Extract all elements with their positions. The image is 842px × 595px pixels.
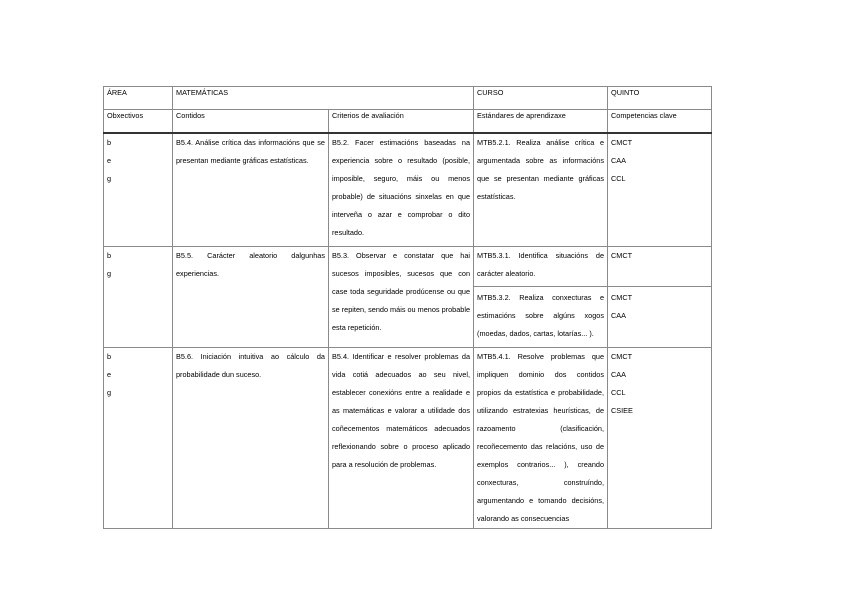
objectives-cell (104, 246, 173, 347)
competences-cell (608, 347, 712, 528)
objective-item: b (107, 138, 112, 147)
objective-item: g (107, 174, 112, 183)
col-objectives: Obxectivos (104, 110, 173, 134)
competence-item: CAA (611, 156, 627, 165)
objectives-cell (104, 133, 173, 246)
standard-item: MTB5.3.2. Realiza conxecturas e estimacións sobre algúns xogos (moedas, dados, cartas, lotarías... ). (474, 286, 607, 343)
header-row (104, 87, 712, 110)
standard-item: MTB5.3.1. Identifica situacións de carácter aleatorio. (477, 250, 605, 278)
objective-item: g (107, 268, 112, 278)
criteria-cell: B5.2. Facer estimacións baseadas na experiencia sobre o resultado (posible, imposible, seguro, máis ou menos probable) de situacións sinxelas en que interveña o azar e comprobar o dito resultado. (329, 133, 474, 246)
competence-item: CAA (611, 310, 627, 320)
competence-item: CCL (611, 174, 626, 183)
competences-cell (608, 246, 712, 347)
col-competences: Competencias clave (608, 110, 712, 134)
standards-cell (474, 246, 608, 347)
col-standards: Estándares de aprendizaxe (474, 110, 608, 134)
table-row (104, 246, 712, 347)
area-label: ÁREA (104, 87, 173, 110)
table-row (104, 347, 712, 528)
competence-item: CMCT (611, 292, 633, 302)
objective-item: e (107, 369, 112, 379)
objective-item: b (107, 250, 112, 260)
competence-item: CMCT (611, 250, 633, 260)
competence-item: CSIEE (611, 405, 633, 415)
col-contents: Contidos (173, 110, 329, 134)
col-criteria: Criterios de avaliación (329, 110, 474, 134)
objective-item: e (107, 156, 112, 165)
content-cell: B5.6. Iniciación intuitiva ao cálculo da probabilidade dun suceso. (173, 347, 329, 528)
competence-item: CCL (611, 387, 626, 397)
course-label: CURSO (474, 87, 608, 110)
competence-item: CMCT (611, 138, 633, 147)
standard-cell: MTB5.4.1. Resolve problemas que impliquen dominio dos contidos propios da estatística e probabilidade, utilizando estratexias heurísticas, de razoamento (clasificación, recoñecemento das relacións, uso de exemplos contrarios... ), creando conxecturas, construíndo, argumentando e tomando decisións, valorando as consecuencias (474, 347, 608, 528)
table-row (104, 133, 712, 246)
course-value: QUINTO (608, 87, 712, 110)
criteria-cell: B5.3. Observar e constatar que hai sucesos imposibles, sucesos que con case toda seguridade prodúcense ou que se repiten, sendo máis ou menos probable esta repetición. (329, 246, 474, 347)
objective-item: b (107, 351, 112, 361)
competence-item: CAA (611, 369, 627, 379)
objective-item: g (107, 387, 112, 397)
curriculum-table (103, 86, 712, 529)
area-value: MATEMÁTICAS (173, 87, 474, 110)
objectives-cell (104, 347, 173, 528)
content-cell: B5.4. Análise crítica das informacións que se presentan mediante gráficas estatísticas. (173, 133, 329, 246)
standard-cell: MTB5.2.1. Realiza análise crítica e argumentada sobre as informacións que se presentan mediante gráficas estatísticas. (474, 133, 608, 246)
criteria-cell: B5.4. Identificar e resolver problemas da vida cotiá adecuados ao seu nivel, establecer conexións entre a realidade e as matemáticas e valorar a utilidade dos coñecementos matemáticos adecuados reflexionando sobre o proceso aplicado para a resolución de problemas. (329, 347, 474, 528)
column-header-row (104, 110, 712, 134)
competences-cell (608, 133, 712, 246)
competence-item: CMCT (611, 351, 633, 361)
content-cell: B5.5. Carácter aleatorio dalgunhas experiencias. (173, 246, 329, 347)
